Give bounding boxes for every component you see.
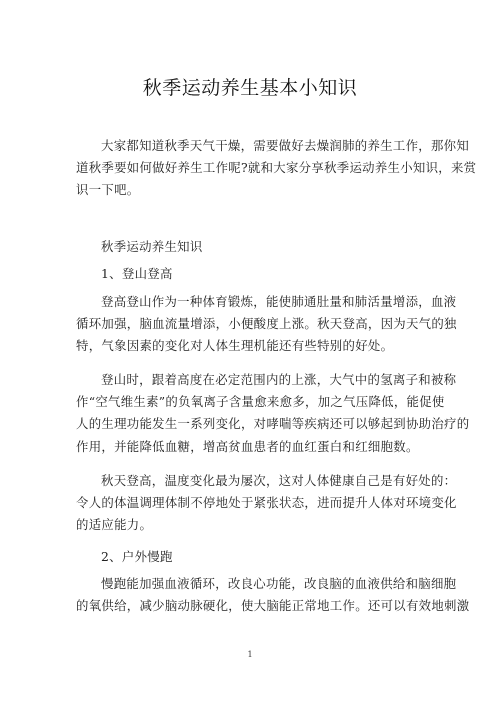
paragraph-2 [76,369,470,458]
text-line: 秋天登高，温度变化最为屡次，这对人体健康自己是有好处的： [101,473,457,488]
text-line: 作用，并能降低血糖，增高贫血患者的血红蛋白和红细胞数。 [76,438,419,454]
paragraph-4 [76,573,470,617]
item1-heading: 1、登山登高 [101,266,173,281]
text-line: 人的生理功能发生一系列变化，对哮喘等疾病还可以够起到协助治疗的 [76,416,470,432]
text-line: 道秋季要如何做好养生工作呢?就和大家分享秋季运动养生小知识，来赏 [76,160,477,176]
text-line: 慢跑能加强血液循环，改良心功能，改良脑的血液供给和脑细胞 [101,576,457,591]
page-number: 1 [247,650,253,659]
text-line: 循环加强，脑血流量增添，小便酸度上涨。秋天登高，因为天气的独 [76,316,457,332]
paragraph-3 [76,470,457,537]
paragraph-1 [76,291,457,358]
item2-heading: 2、户外慢跑 [101,549,173,564]
text-line: 的适应能力。 [76,517,153,533]
section-heading: 秋季运动养生知识 [101,239,203,254]
document-title: 秋季运动养生基本小知识 [142,77,358,99]
text-line: 登山时，跟着高度在必定范围内的上涨，大气中的氢离子和被称 [101,372,457,387]
text-line: 大家都知道秋季天气干燥，需要做好去燥润肺的养生工作，那你知 [101,138,470,153]
text-line: 识一下吧。 [76,182,140,198]
text-line: 作“空气维生素”的负氧离子含量愈来愈多，加之气压降低，能促使 [76,394,445,410]
text-line: 特，气象因素的变化对人体生理机能还有些特别的好处。 [76,338,394,354]
text-line: 登高登山作为一种体育锻炼，能使肺通肚量和肺活量增添，血液 [101,294,457,309]
text-line: 令人的体温调理体制不停地处于紧张状态，进而提升人体对环境变化 [76,495,457,511]
intro-paragraph [76,135,477,202]
text-line: 的氧供给，减少脑动脉硬化，使大脑能正常地工作。还可以有效地刺激 [76,598,470,614]
